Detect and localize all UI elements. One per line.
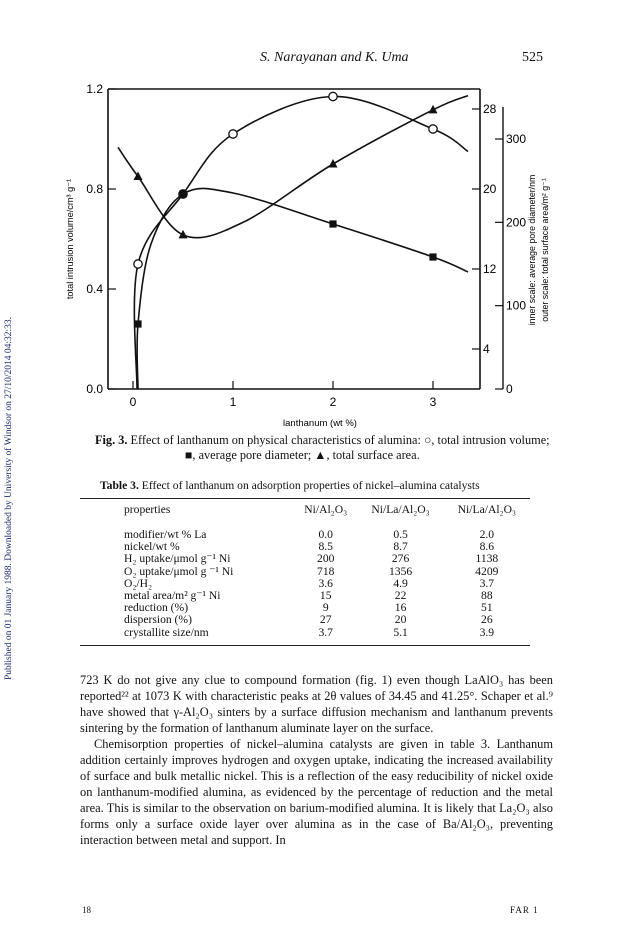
download-side-note-text: Published on 01 January 1988. Downloaded by University of Windsor on 27/10/2014 04:32:33.	[4, 316, 14, 680]
table-cell-value: 16	[394, 601, 407, 615]
table-row	[80, 614, 530, 626]
marker-square-pore-diameter	[134, 320, 141, 327]
left-y-tick-label: 0.8	[86, 182, 103, 196]
right-outer-tick-label: 0	[506, 382, 513, 396]
left-y-tick-label: 0.0	[86, 382, 103, 396]
table-cell-property: H₂ uptake/μmol g⁻¹ Ni	[124, 552, 231, 566]
table-cell-value: 51	[481, 601, 493, 615]
table-title-text: Effect of lanthanum on adsorption properties of nickel–alumina catalysts	[141, 479, 480, 492]
right-outer-tick-label: 100	[506, 298, 527, 313]
table-bottom-rule-row	[80, 639, 530, 646]
table-cell-value: 3.6	[318, 576, 333, 590]
right-outer-tick-label: 300	[506, 132, 527, 146]
table-cell-property: reduction (%)	[124, 601, 189, 615]
marker-square-pore-diameter	[429, 253, 436, 260]
right-outer-tick-label: 200	[506, 215, 527, 230]
table-bottom-rule	[80, 639, 530, 646]
figure-3	[55, 78, 585, 428]
table-cell-value: 20	[394, 613, 407, 627]
table-cell-value: 718	[317, 564, 335, 578]
x-tick-label: 2	[329, 395, 337, 409]
table-cell-value: 3.7	[318, 625, 333, 639]
table-cell-value: 8.7	[393, 540, 408, 554]
marker-triangle-surface-area	[329, 159, 338, 168]
figure-caption-line1: Effect of lanthanum on physical characteristics of alumina: ○, total intrusion volume;	[130, 433, 550, 447]
table-row	[80, 627, 530, 639]
table-cell-value: 9	[322, 601, 329, 615]
right-inner-tick-label: 4	[483, 342, 490, 356]
body-paragraph-2: Chemisorption properties of nickel–alumina catalysts are given in table 3. Lanthanum addition certainly improves hydrogen and oxygen uptake, indicating the increased availability of surface and bulk metallic nickel. This is a reflection of the easy reducibility of nickel oxide on lanthanum-modified alumina, as evidenced by the percentage of reduction and the metal area. This is similar to the observation on barium-modified alumina. It is likely that La₂O₃ also forms only a surface oxide layer over alumina as in the case of Ba/Al₂O₃, preventing interaction between metal and support. In	[80, 737, 553, 847]
curve-total-intrusion-volume	[134, 96, 468, 389]
table-cell-value: 8.5	[318, 540, 333, 554]
figure-caption-line2: ■, average pore diameter; ▲, total surface area.	[185, 448, 420, 462]
table-header-properties: properties	[124, 503, 171, 516]
table-title	[100, 479, 570, 492]
footer-right: FAR 1	[510, 905, 539, 915]
table-cell-value: 5.1	[393, 625, 408, 639]
table-cell-value: 3.7	[479, 576, 495, 590]
table-row	[80, 566, 530, 578]
figure-3-chart	[55, 78, 585, 428]
x-tick-label: 1	[229, 395, 237, 409]
header-page-number: 525	[522, 50, 543, 65]
x-axis-label: lanthanum (wt %)	[283, 418, 357, 428]
table-header-row	[80, 499, 530, 521]
download-side-note	[4, 150, 18, 680]
table-header-col3: Ni/La/Al₂O₃	[457, 503, 517, 516]
marker-circle-intrusion-volume	[229, 130, 237, 138]
table-3	[80, 498, 550, 646]
right-inner-axis-label: inner scale: average pore diameter/nm	[527, 174, 537, 326]
table-cell-property: metal area/m² g⁻¹ Ni	[124, 589, 221, 603]
figure-caption	[95, 433, 565, 463]
table-cell-value: 200	[317, 552, 335, 566]
table-cell-value: 0.0	[318, 528, 333, 541]
body-paragraph-1: 723 K do not give any clue to compound formation (fig. 1) even though LaAlO₃ has been reported²² at 1073 K with characteristic peaks at 2θ values of 34.45 and 41.25°. Schaper et al.⁹ have showed that γ-Al₂O₃ sinters by a surface diffusion mechanism and lanthanum prevents sintering by the formation of lanthanum aluminate layer on the surface.	[80, 673, 553, 735]
table-row	[80, 553, 530, 565]
table-cell-value: 276	[391, 552, 410, 566]
marker-square-pore-diameter	[179, 190, 186, 197]
table-cell-value: 22	[394, 589, 407, 603]
table-cell-value: 27	[319, 613, 332, 627]
curve-average-pore-diameter	[137, 188, 468, 389]
right-inner-tick-label: 12	[483, 262, 497, 276]
right-inner-tick-label: 20	[483, 182, 497, 196]
figure-caption-label: Fig. 3.	[95, 433, 128, 447]
body-text	[80, 672, 553, 848]
table-row	[80, 521, 530, 541]
table-title-label: Table 3.	[100, 479, 139, 492]
table-cell-value: 0.5	[393, 528, 408, 541]
footer-left: 18	[82, 905, 91, 915]
table-cell-value: 26	[481, 613, 493, 627]
table-cell-value: 1138	[475, 552, 499, 566]
table-cell-value: 88	[481, 589, 493, 603]
table-cell-property: dispersion (%)	[124, 613, 192, 627]
x-tick-label: 3	[429, 395, 437, 409]
left-y-tick-label: 0.4	[86, 282, 103, 296]
table-cell-property: nickel/wt %	[124, 540, 180, 554]
table-cell-property: O₂/H₂	[124, 576, 153, 590]
left-y-tick-label: 1.2	[86, 82, 103, 96]
table-header-col1: Ni/Al₂O₃	[304, 503, 348, 516]
table-cell-value: 15	[319, 589, 332, 603]
marker-circle-intrusion-volume	[134, 260, 142, 268]
header-authors: S. Narayanan and K. Uma	[260, 50, 409, 65]
marker-circle-intrusion-volume	[429, 125, 437, 133]
table-cell-value: 4209	[475, 564, 499, 578]
left-y-axis-label: total intrusion volume/cm³ g⁻¹	[65, 178, 75, 300]
table-cell-value: 4.9	[393, 576, 408, 590]
table-cell-value: 2.0	[479, 528, 495, 541]
table-cell-value: 3.9	[479, 625, 495, 639]
running-header	[0, 50, 627, 70]
curve-total-surface-area	[118, 96, 468, 238]
table-cell-value: 8.6	[479, 540, 495, 554]
marker-square-pore-diameter	[329, 220, 336, 227]
table-cell-value: 1356	[388, 564, 413, 578]
table-3-grid	[80, 499, 530, 646]
marker-circle-intrusion-volume	[329, 92, 337, 100]
table-cell-property: crystallite size/nm	[124, 625, 209, 639]
table-cell-property: modifier/wt % La	[124, 528, 207, 541]
right-inner-tick-label: 28	[483, 102, 497, 116]
table-header-col2: Ni/La/Al₂O₃	[371, 503, 430, 516]
table-cell-property: O₂ uptake/μmol g ⁻¹ Ni	[124, 564, 234, 578]
x-tick-label: 0	[129, 395, 137, 409]
right-outer-axis-label: outer scale: total surface area/m² g⁻¹	[540, 178, 550, 322]
